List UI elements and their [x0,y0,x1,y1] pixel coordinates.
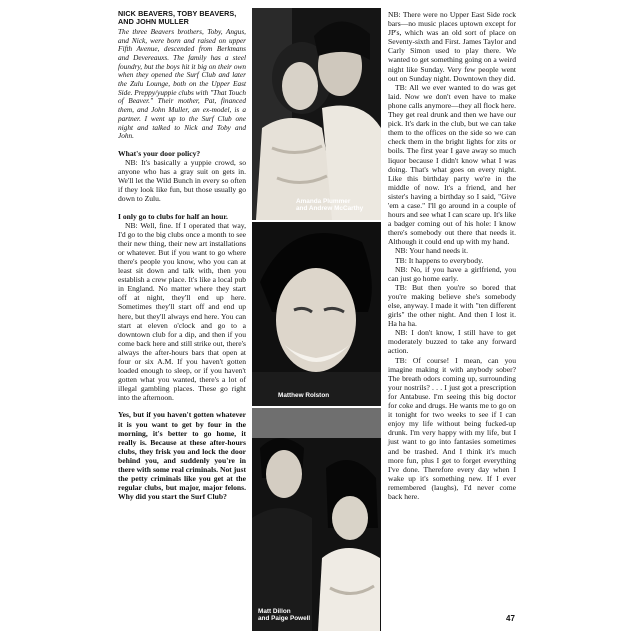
caption-line: Amanda Plummer [296,198,351,205]
answer-paragraph: NB: It's basically a yuppie crowd, so anyone who has a gray suit on gets in. We'll let the Wild Bunch in every so often if they look like fun, but those usually go down to Zulu. [118,158,246,204]
photo-man-smiling [252,222,381,406]
caption-line: and Paige Powell [258,615,311,623]
answer-paragraph: TB: Of course! I mean, can you imagine making it with anybody sober? The breath odors coming up, surrounding your nostrils? . . . I just got a prescription for Antabuse. I'm seeing this big doctor for coke and drugs. He wants me to go on it tonight for two weeks to see if I can enjoy my life without being fucked-up drunk. I'm very happy with my life, but I just want to go into fantasies sometimes and be trashed. And I think it's much more fun, plus I get to forget everything I've done. Therefore every day when I wake up it's something new. If I ever remembered (laughs), I'd never come back here. [388,355,516,501]
caption-line: Matthew Rolston [278,392,330,399]
caption-line: Matt Dillon [258,608,291,615]
photo-couple-party-image [252,408,381,631]
answer-paragraph: NB: No, if you have a girlfriend, you can just go home early. [388,264,516,283]
left-text-column [118,10,246,501]
photo-caption [278,392,329,399]
question-paragraph: What's your door policy? [118,148,201,158]
question-paragraph: Yes, but if you haven't gotten whatever it is you want to get by four in the morning, it's better to go home, it really is. Because at these after-hours clubs, they frisk you and lock the door behind you, and suddenly you're in there with some real criminals. Not just the petty criminals like you get at the regular clubs, but major, major felons. Why did you start the Surf Club? [118,410,246,502]
answer-paragraph: NB: Well, fine. If I operated that way, I'd go to the big clubs once a month to see their new thing, their new art installations or whatever. But if you want to go where there's people you know, who you can at least sit down and talk with, then you establish a crew place. It's like a local pub in England. No matter where they start off at night, they'll end up here. Sometimes they'll start off and end up here, but they'll always end here. You can start at eleven o'clock and go to a downtown club for a dip, and then if you come back here and still strike out, there's always the after-hours bars that open at four or six A.M. If you haven't gotten loaded enough to sleep, or if you haven't gotten what you wanted, there's a lot of illegal gambling places. These go right into the afternoon. [118,220,246,403]
caption-line: and Andrew McCarthy [296,205,364,213]
article-intro: The three Beavers brothers, Toby, Angus, and Nick, were born and raised on upper Fifth Avenue, descended from Berkmans and Devereauxs. The family has a steel foundry, but the boys hit it big on their own when they opened the Surf Club and later the Zulu Lounge, both on the Upper East Side. Preppy/yuppie clubs with "That Touch of Beaver." Their mother, Pat, financed them, and John Muller, an ex-model, is a partner. I went up to the Surf Club one night and talked to Nick and Toby and John. [118,26,246,141]
answer-paragraph: TB: All we ever wanted to do was get laid. Now we don't even have to make phone calls anymore—they all flock here. They get real drunk and then we have our pick. It's dark in the club, but we can take them to the offices on the side so we can check them in the bright lights for zits or boils. The first year I gave away so much liquor because I didn't know what I was doing. That's what goes on every night. Like this birthday party we're in the middle of now. It's a friend, and her sister's having a birthday so I said, "Give 'em a case." I'll go around in a couple of hours and see what I can scare up. It's like a badger coming out of his hole: I know there's somebody out there that needs it. Although it could end up with my hand. [388,82,516,247]
answer-paragraph: NB: Your hand needs it. [395,246,468,256]
photo-caption [258,608,310,623]
photo-strip [252,8,381,631]
right-text-column [388,10,516,501]
photo-man-smiling-image [252,222,381,406]
photo-caption [296,198,363,213]
page-number: 47 [506,614,515,623]
article-headline: NICK BEAVERS, TOBY BEAVERS, AND JOHN MULLER [118,9,237,27]
photo-couple-party [252,408,381,631]
answer-paragraph: TB: It happens to everybody. [395,255,484,265]
answer-paragraph: TB: But then you're so bored that you're making believe she's somebody else, anyway. I made it with "ten different girls" the other night. And then I lost it. Ha ha ha. [388,282,516,329]
answer-paragraph: NB: I don't know, I still have to get moderately buzzed to take any forward action. [388,328,516,356]
answer-paragraph: NB: There were no Upper East Side rock bars—no music places uptown except for JP's, which was an old sort of place on Seventy-sixth and First. James Taylor and Carly Simon used to play there. We wanted to get something going on a weird night like Sunday. Very few people went out on Sunday night. Downtown they did. [388,10,516,83]
question-paragraph: I only go to clubs for half an hour. [118,211,228,221]
photo-couple-laughing [252,8,381,220]
photo-couple-laughing-image [252,8,381,220]
